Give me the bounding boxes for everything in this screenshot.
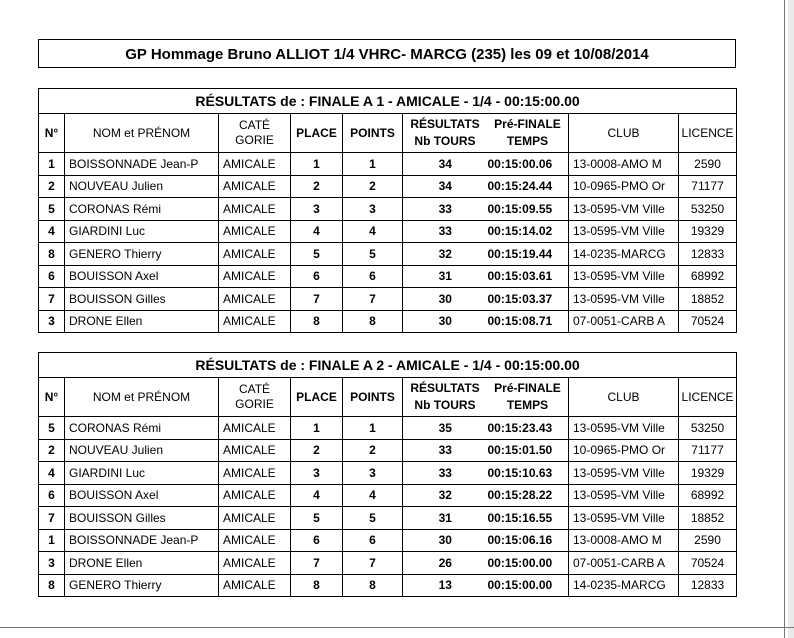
cell-temps: 00:15:16.55 — [487, 510, 553, 525]
cell-place: 7 — [291, 288, 343, 311]
cell-num: 1 — [39, 153, 65, 176]
cell-name: GIARDINI Luc — [65, 462, 219, 485]
cell-place: 4 — [291, 484, 343, 507]
cell-licence: 12833 — [679, 574, 737, 597]
cell-num: 2 — [39, 175, 65, 198]
cell-results — [403, 243, 569, 266]
cell-name: BOISSONNADE Jean-P — [65, 529, 219, 552]
cell-name: BOUISSON Axel — [65, 265, 219, 288]
cell-licence: 68992 — [679, 484, 737, 507]
cell-licence: 70524 — [679, 552, 737, 575]
cell-num: 4 — [39, 220, 65, 243]
cell-category: AMICALE — [219, 462, 291, 485]
cell-place: 2 — [291, 439, 343, 462]
cell-points: 8 — [343, 574, 403, 597]
header-results: RÉSULTATS Nb TOURS Pré-FINALE TEMPS — [403, 378, 569, 417]
cell-results — [403, 220, 569, 243]
cell-club: 13-0595-VM Ville — [569, 198, 679, 221]
results-table-finale-a1 — [38, 88, 737, 333]
cell-licence: 2590 — [679, 529, 737, 552]
cell-club: 13-0595-VM Ville — [569, 507, 679, 530]
cell-club: 10-0965-PMO Or — [569, 439, 679, 462]
cell-nb-tours: 33 — [438, 201, 452, 216]
cell-results — [403, 484, 569, 507]
cell-points: 2 — [343, 439, 403, 462]
cell-place: 3 — [291, 462, 343, 485]
table-row — [39, 175, 737, 198]
cell-place: 1 — [291, 153, 343, 176]
cell-club: 13-0595-VM Ville — [569, 484, 679, 507]
cell-nb-tours: 34 — [438, 156, 452, 171]
cell-temps: 00:15:00.06 — [487, 156, 553, 171]
cell-num: 7 — [39, 507, 65, 530]
header-name: NOM et PRÉNOM — [65, 378, 219, 417]
header-points: POINTS — [343, 378, 403, 417]
cell-club: 13-0008-AMO M — [569, 529, 679, 552]
cell-club: 14-0235-MARCG — [569, 574, 679, 597]
cell-nb-tours: 33 — [438, 443, 452, 458]
header-club: CLUB — [569, 378, 679, 417]
cell-points: 8 — [343, 310, 403, 333]
cell-points: 4 — [343, 220, 403, 243]
cell-category: AMICALE — [219, 220, 291, 243]
cell-licence: 19329 — [679, 462, 737, 485]
document-title: GP Hommage Bruno ALLIOT 1/4 VHRC- MARCG (235) les 09 et 10/08/2014 — [38, 39, 736, 68]
cell-licence: 19329 — [679, 220, 737, 243]
cell-licence: 2590 — [679, 153, 737, 176]
cell-temps: 00:15:24.44 — [487, 179, 553, 194]
cell-licence: 18852 — [679, 507, 737, 530]
cell-results — [403, 175, 569, 198]
table-banner: RÉSULTATS de : FINALE A 1 - AMICALE - 1/4 - 00:15:00.00 — [39, 89, 737, 114]
cell-nb-tours: 26 — [438, 555, 452, 570]
cell-points: 7 — [343, 288, 403, 311]
header-club: CLUB — [569, 114, 679, 153]
header-name: NOM et PRÉNOM — [65, 114, 219, 153]
cell-category: AMICALE — [219, 507, 291, 530]
cell-num: 8 — [39, 574, 65, 597]
header-licence: LICENCE — [679, 378, 737, 417]
cell-place: 5 — [291, 243, 343, 266]
cell-temps: 00:15:03.61 — [487, 269, 553, 284]
cell-club: 13-0595-VM Ville — [569, 417, 679, 440]
cell-club: 13-0595-VM Ville — [569, 220, 679, 243]
cell-points: 5 — [343, 243, 403, 266]
cell-place: 3 — [291, 198, 343, 221]
cell-num: 4 — [39, 462, 65, 485]
cell-name: BOUISSON Axel — [65, 484, 219, 507]
table-row — [39, 439, 737, 462]
cell-place: 8 — [291, 574, 343, 597]
cell-temps: 00:15:03.37 — [487, 291, 553, 306]
cell-club: 07-0051-CARB A — [569, 552, 679, 575]
cell-nb-tours: 35 — [438, 420, 452, 435]
cell-place: 6 — [291, 265, 343, 288]
table-row — [39, 243, 737, 266]
cell-nb-tours: 33 — [438, 224, 452, 239]
cell-name: CORONAS Rémi — [65, 417, 219, 440]
cell-category: AMICALE — [219, 243, 291, 266]
cell-club: 13-0595-VM Ville — [569, 265, 679, 288]
cell-points: 7 — [343, 552, 403, 575]
cell-num: 5 — [39, 417, 65, 440]
cell-points: 6 — [343, 265, 403, 288]
cell-nb-tours: 13 — [438, 578, 452, 593]
table-row — [39, 153, 737, 176]
cell-num: 3 — [39, 552, 65, 575]
cell-results — [403, 417, 569, 440]
cell-nb-tours: 31 — [438, 269, 452, 284]
header-num: N° — [39, 114, 65, 153]
cell-licence: 53250 — [679, 198, 737, 221]
cell-licence: 68992 — [679, 265, 737, 288]
cell-nb-tours: 32 — [438, 488, 452, 503]
cell-results — [403, 507, 569, 530]
cell-licence: 71177 — [679, 439, 737, 462]
results-table-finale-a2 — [38, 352, 737, 597]
cell-results — [403, 529, 569, 552]
cell-temps: 00:15:08.71 — [487, 314, 553, 329]
cell-temps: 00:15:10.63 — [487, 465, 553, 480]
cell-temps: 00:15:19.44 — [487, 246, 553, 261]
cell-place: 4 — [291, 220, 343, 243]
page-shadow-right — [788, 0, 794, 638]
cell-name: BOUISSON Gilles — [65, 288, 219, 311]
cell-points: 4 — [343, 484, 403, 507]
table-row — [39, 462, 737, 485]
cell-points: 3 — [343, 198, 403, 221]
cell-temps: 00:15:01.50 — [487, 443, 553, 458]
cell-points: 5 — [343, 507, 403, 530]
cell-licence: 18852 — [679, 288, 737, 311]
cell-club: 13-0008-AMO M — [569, 153, 679, 176]
header-place: PLACE — [291, 114, 343, 153]
header-category: CATÉ GORIE — [219, 114, 291, 153]
cell-category: AMICALE — [219, 198, 291, 221]
cell-category: AMICALE — [219, 265, 291, 288]
cell-num: 8 — [39, 243, 65, 266]
cell-licence: 71177 — [679, 175, 737, 198]
cell-category: AMICALE — [219, 175, 291, 198]
cell-place: 5 — [291, 507, 343, 530]
header-category: CATÉ GORIE — [219, 378, 291, 417]
cell-num: 6 — [39, 484, 65, 507]
cell-temps: 00:15:14.02 — [487, 224, 553, 239]
cell-name: DRONE Ellen — [65, 552, 219, 575]
table-row — [39, 417, 737, 440]
cell-temps: 00:15:09.55 — [487, 201, 553, 216]
cell-club: 10-0965-PMO Or — [569, 175, 679, 198]
table-row — [39, 310, 737, 333]
table-row — [39, 288, 737, 311]
table-row — [39, 484, 737, 507]
cell-nb-tours: 30 — [438, 314, 452, 329]
cell-nb-tours: 31 — [438, 510, 452, 525]
cell-results — [403, 439, 569, 462]
cell-results — [403, 310, 569, 333]
cell-name: NOUVEAU Julien — [65, 439, 219, 462]
cell-name: GIARDINI Luc — [65, 220, 219, 243]
cell-nb-tours: 32 — [438, 246, 452, 261]
cell-nb-tours: 33 — [438, 465, 452, 480]
cell-results — [403, 153, 569, 176]
cell-category: AMICALE — [219, 574, 291, 597]
header-results: RÉSULTATS Nb TOURS Pré-FINALE TEMPS — [403, 114, 569, 153]
cell-temps: 00:15:23.43 — [487, 420, 553, 435]
cell-temps: 00:15:00.00 — [487, 555, 553, 570]
cell-results — [403, 198, 569, 221]
table-row — [39, 529, 737, 552]
cell-results — [403, 462, 569, 485]
cell-name: GENERO Thierry — [65, 243, 219, 266]
table-banner: RÉSULTATS de : FINALE A 2 - AMICALE - 1/4 - 00:15:00.00 — [39, 353, 737, 378]
cell-results — [403, 574, 569, 597]
table-row — [39, 552, 737, 575]
cell-place: 1 — [291, 417, 343, 440]
cell-nb-tours: 34 — [438, 179, 452, 194]
cell-name: BOISSONNADE Jean-P — [65, 153, 219, 176]
cell-num: 5 — [39, 198, 65, 221]
page-edge-right — [784, 0, 785, 638]
cell-results — [403, 288, 569, 311]
cell-category: AMICALE — [219, 529, 291, 552]
header-num: N° — [39, 378, 65, 417]
cell-temps: 00:15:28.22 — [487, 488, 553, 503]
table-row — [39, 574, 737, 597]
page-edge-bottom — [0, 627, 794, 628]
table-row — [39, 198, 737, 221]
cell-name: DRONE Ellen — [65, 310, 219, 333]
cell-category: AMICALE — [219, 484, 291, 507]
cell-place: 7 — [291, 552, 343, 575]
cell-points: 3 — [343, 462, 403, 485]
table-row — [39, 507, 737, 530]
cell-name: CORONAS Rémi — [65, 198, 219, 221]
cell-temps: 00:15:06.16 — [487, 533, 553, 548]
cell-num: 7 — [39, 288, 65, 311]
cell-club: 13-0595-VM Ville — [569, 288, 679, 311]
cell-temps: 00:15:00.00 — [487, 578, 553, 593]
cell-licence: 53250 — [679, 417, 737, 440]
cell-category: AMICALE — [219, 439, 291, 462]
cell-name: GENERO Thierry — [65, 574, 219, 597]
table-row — [39, 265, 737, 288]
cell-category: AMICALE — [219, 153, 291, 176]
cell-category: AMICALE — [219, 552, 291, 575]
cell-club: 07-0051-CARB A — [569, 310, 679, 333]
cell-category: AMICALE — [219, 288, 291, 311]
cell-num: 3 — [39, 310, 65, 333]
cell-club: 14-0235-MARCG — [569, 243, 679, 266]
cell-points: 1 — [343, 417, 403, 440]
cell-licence: 70524 — [679, 310, 737, 333]
cell-place: 8 — [291, 310, 343, 333]
cell-points: 2 — [343, 175, 403, 198]
cell-place: 6 — [291, 529, 343, 552]
cell-nb-tours: 30 — [438, 533, 452, 548]
cell-place: 2 — [291, 175, 343, 198]
cell-nb-tours: 30 — [438, 291, 452, 306]
table-row — [39, 220, 737, 243]
cell-licence: 12833 — [679, 243, 737, 266]
header-place: PLACE — [291, 378, 343, 417]
cell-category: AMICALE — [219, 310, 291, 333]
cell-club: 13-0595-VM Ville — [569, 462, 679, 485]
header-licence: LICENCE — [679, 114, 737, 153]
cell-num: 6 — [39, 265, 65, 288]
cell-name: NOUVEAU Julien — [65, 175, 219, 198]
header-points: POINTS — [343, 114, 403, 153]
cell-results — [403, 552, 569, 575]
cell-points: 6 — [343, 529, 403, 552]
cell-results — [403, 265, 569, 288]
cell-category: AMICALE — [219, 417, 291, 440]
cell-name: BOUISSON Gilles — [65, 507, 219, 530]
cell-num: 1 — [39, 529, 65, 552]
cell-points: 1 — [343, 153, 403, 176]
cell-num: 2 — [39, 439, 65, 462]
